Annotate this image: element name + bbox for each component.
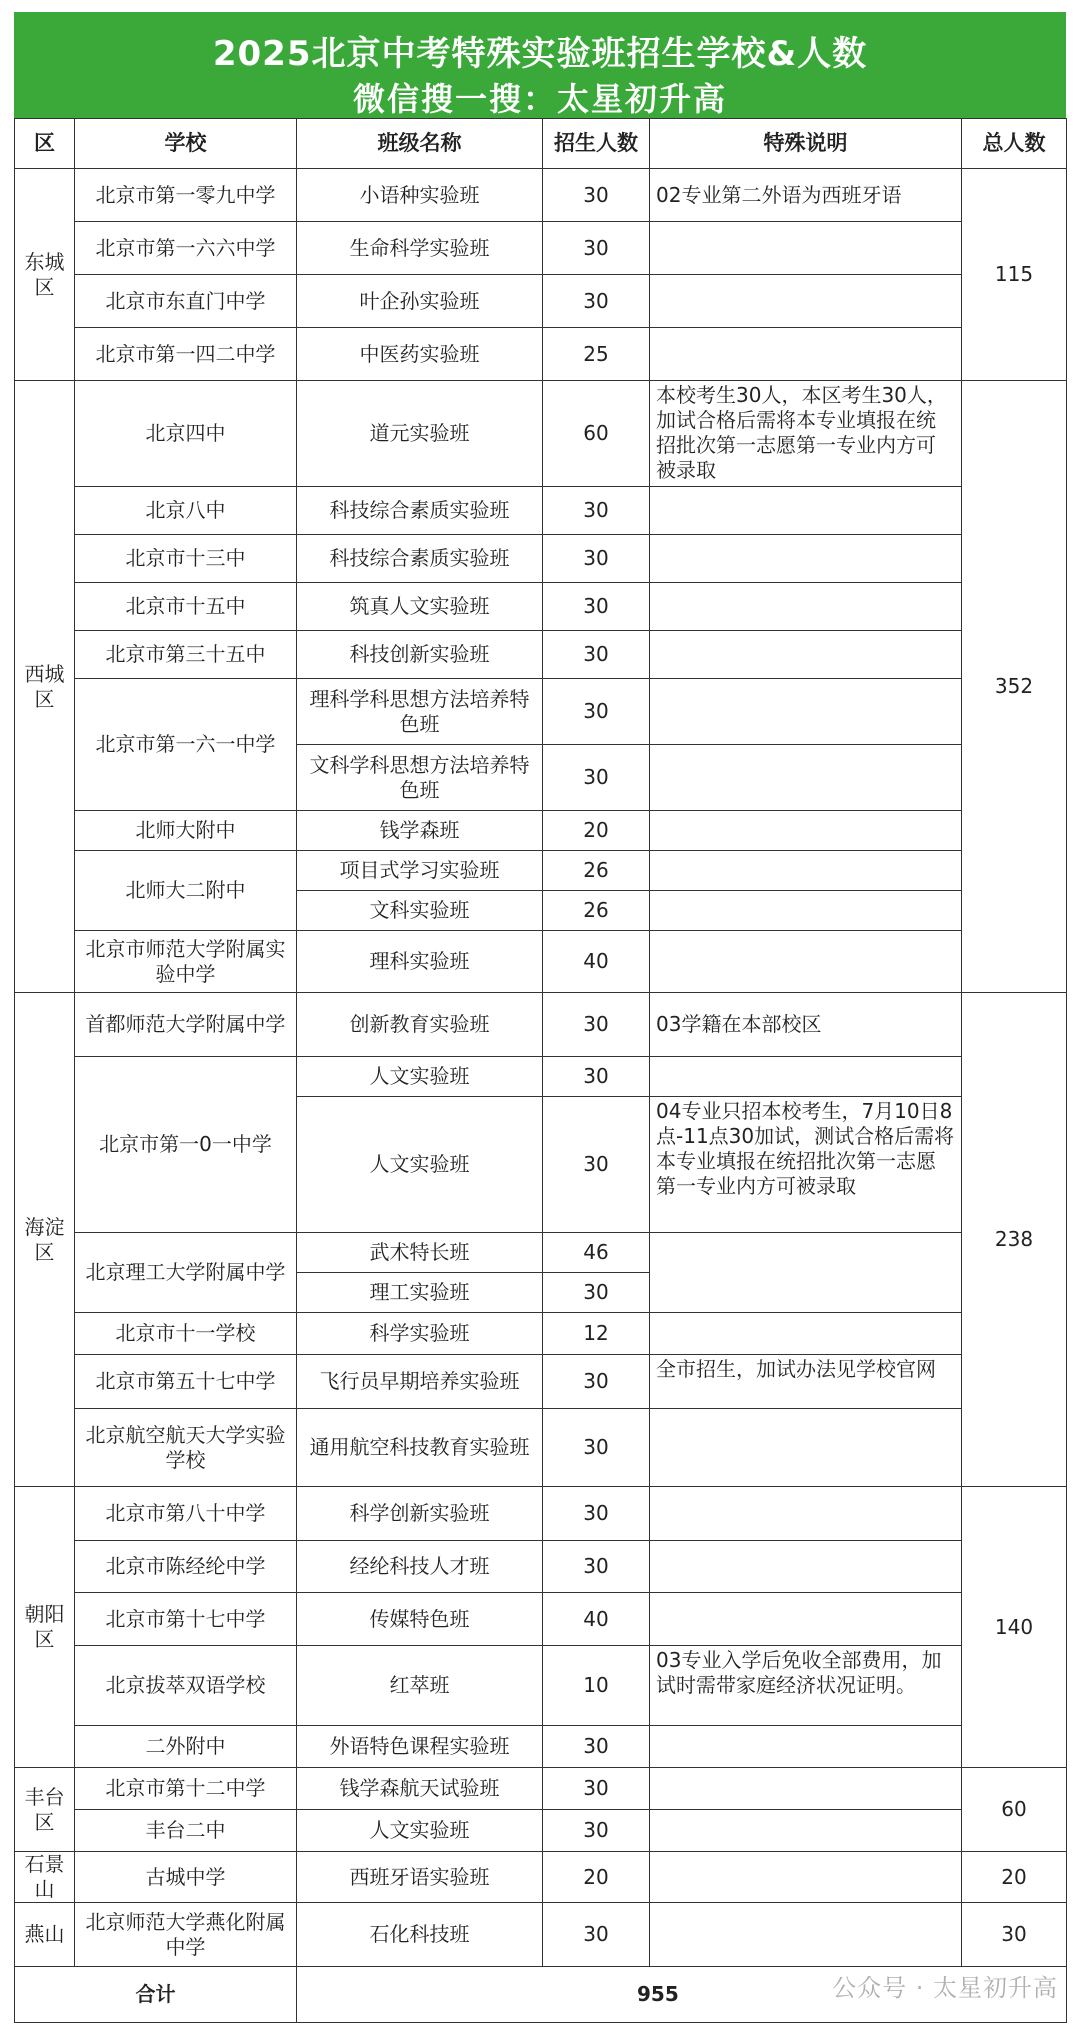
count-cell: 30 [543,745,650,811]
table-row [15,1409,1067,1487]
district-cell: 海淀区 [15,993,75,1487]
table-row [15,1810,1067,1852]
count-cell: 30 [543,679,650,745]
district-cell: 西城区 [15,381,75,993]
count-cell: 30 [543,1057,650,1097]
note-cell [650,1541,962,1593]
note-cell: 03学籍在本部校区 [650,993,962,1057]
header-district: 区 [15,119,75,169]
count-cell: 12 [543,1313,650,1355]
district-cell: 燕山 [15,1903,75,1967]
school-cell: 北京市陈经纶中学 [75,1541,297,1593]
district-cell: 石景山 [15,1852,75,1903]
class-cell: 项目式学习实验班 [297,851,543,891]
school-cell: 北京市第十二中学 [75,1768,297,1810]
school-cell: 北京市第五十七中学 [75,1355,297,1409]
header-total: 总人数 [962,119,1067,169]
class-cell: 石化科技班 [297,1903,543,1967]
district-cell: 朝阳区 [15,1487,75,1768]
class-cell: 人文实验班 [297,1097,543,1233]
school-cell: 北京市十三中 [75,535,297,583]
table-row [15,1313,1067,1355]
school-cell: 北京拔萃双语学校 [75,1646,297,1726]
count-cell: 30 [543,1810,650,1852]
class-cell: 科学实验班 [297,1313,543,1355]
note-cell [650,1726,962,1768]
table-row [15,1355,1067,1409]
note-cell [650,1768,962,1810]
count-cell: 30 [543,275,650,328]
count-cell: 46 [543,1233,650,1273]
district-total-cell: 140 [962,1487,1067,1768]
watermark: 公众号 · 太星初升高 [832,1974,1058,2002]
class-cell: 钱学森航天试验班 [297,1768,543,1810]
table-row [15,381,1067,487]
class-cell: 通用航空科技教育实验班 [297,1409,543,1487]
district-total-cell: 352 [962,381,1067,993]
school-cell: 北京八中 [75,487,297,535]
count-cell: 30 [543,1409,650,1487]
note-cell [650,1313,962,1355]
district-total-cell: 60 [962,1768,1067,1852]
class-cell: 理工实验班 [297,1273,543,1313]
header-class: 班级名称 [297,119,543,169]
table-row [15,222,1067,275]
school-cell: 北京市第三十五中 [75,631,297,679]
footer-label: 合计 [15,1967,297,2023]
note-cell [650,487,962,535]
note-cell [650,745,962,811]
school-cell: 古城中学 [75,1852,297,1903]
note-cell [650,679,962,745]
count-cell: 30 [543,1768,650,1810]
school-cell: 丰台二中 [75,1810,297,1852]
school-cell: 首都师范大学附属中学 [75,993,297,1057]
class-cell: 钱学森班 [297,811,543,851]
district-total-cell: 20 [962,1852,1067,1903]
table-row [15,1593,1067,1646]
school-cell: 北京四中 [75,381,297,487]
note-cell [650,1852,962,1903]
count-cell: 30 [543,1273,650,1313]
class-cell: 中医药实验班 [297,328,543,381]
header-row [15,119,1067,169]
school-cell: 北京市师范大学附属实验中学 [75,931,297,993]
class-cell: 创新教育实验班 [297,993,543,1057]
table-row [15,275,1067,328]
count-cell: 60 [543,381,650,487]
school-cell: 北师大二附中 [75,851,297,931]
table-row [15,1487,1067,1541]
class-cell: 科技综合素质实验班 [297,535,543,583]
school-cell: 北京师范大学燕化附属中学 [75,1903,297,1967]
count-cell: 30 [543,1355,650,1409]
class-cell: 生命科学实验班 [297,222,543,275]
count-cell: 40 [543,1593,650,1646]
count-cell: 25 [543,328,650,381]
class-cell: 文科学科思想方法培养特色班 [297,745,543,811]
count-cell: 30 [543,1487,650,1541]
count-cell: 30 [543,631,650,679]
class-cell: 武术特长班 [297,1233,543,1273]
note-cell [650,631,962,679]
school-cell: 北京市第一0一中学 [75,1057,297,1233]
school-cell: 北京航空航天大学实验学校 [75,1409,297,1487]
table-row [15,679,1067,745]
school-cell: 北京市十五中 [75,583,297,631]
table-row [15,169,1067,222]
title-banner [14,12,1066,118]
note-cell [650,931,962,993]
table-row [15,931,1067,993]
school-cell: 二外附中 [75,1726,297,1768]
count-cell: 26 [543,851,650,891]
note-cell [650,583,962,631]
title-line-2: 微信搜一搜：太星初升高 [352,80,727,118]
count-cell: 30 [543,169,650,222]
note-cell [650,222,962,275]
note-cell: 全市招生，加试办法见学校官网 [650,1355,962,1409]
class-cell: 外语特色课程实验班 [297,1726,543,1768]
table-row [15,1903,1067,1967]
school-cell: 北京市十一学校 [75,1313,297,1355]
class-cell: 红萃班 [297,1646,543,1726]
table-row [15,1057,1067,1097]
note-cell: 02专业第二外语为西班牙语 [650,169,962,222]
district-total-cell: 115 [962,169,1067,381]
class-cell: 经纶科技人才班 [297,1541,543,1593]
class-cell: 筑真人文实验班 [297,583,543,631]
class-cell: 人文实验班 [297,1810,543,1852]
table-row [15,487,1067,535]
school-cell: 北京市第一六六中学 [75,222,297,275]
header-school: 学校 [75,119,297,169]
count-cell: 30 [543,487,650,535]
note-cell [650,328,962,381]
note-cell [650,1810,962,1852]
class-cell: 理科实验班 [297,931,543,993]
class-cell: 科学创新实验班 [297,1487,543,1541]
school-cell: 北京市第一零九中学 [75,169,297,222]
count-cell: 20 [543,811,650,851]
note-cell: 本校考生30人，本区考生30人，加试合格后需将本专业填报在统招批次第一志愿第一专业内方可被录取 [650,381,962,487]
count-cell: 26 [543,891,650,931]
school-cell: 北师大附中 [75,811,297,851]
class-cell: 文科实验班 [297,891,543,931]
note-cell [650,1233,962,1313]
footer-total: 955 [297,1967,1067,2023]
note-cell [650,1487,962,1541]
class-cell: 小语种实验班 [297,169,543,222]
note-cell [650,851,962,891]
note-cell [650,1409,962,1487]
class-cell: 叶企孙实验班 [297,275,543,328]
header-count: 招生人数 [543,119,650,169]
school-cell: 北京市东直门中学 [75,275,297,328]
note-cell [650,1593,962,1646]
table-row [15,1852,1067,1903]
count-cell: 30 [543,1726,650,1768]
table-row [15,1541,1067,1593]
table-row [15,851,1067,891]
class-cell: 科技综合素质实验班 [297,487,543,535]
note-cell [650,1903,962,1967]
count-cell: 10 [543,1646,650,1726]
table-row [15,535,1067,583]
school-cell: 北京市第八十中学 [75,1487,297,1541]
class-cell: 道元实验班 [297,381,543,487]
class-cell: 飞行员早期培养实验班 [297,1355,543,1409]
count-cell: 30 [543,222,650,275]
note-cell: 03专业入学后免收全部费用，加试时需带家庭经济状况证明。 [650,1646,962,1726]
class-cell: 科技创新实验班 [297,631,543,679]
note-cell [650,535,962,583]
table-row [15,583,1067,631]
count-cell: 30 [543,583,650,631]
note-cell: 04专业只招本校考生，7月10日8点-11点30加试，测试合格后需将本专业填报在统招批次第一志愿第一专业内方可被录取 [650,1097,962,1233]
district-total-cell: 30 [962,1903,1067,1967]
school-cell: 北京市第一四二中学 [75,328,297,381]
count-cell: 30 [543,535,650,583]
count-cell: 20 [543,1852,650,1903]
table-row [15,1646,1067,1726]
class-cell: 理科学科思想方法培养特色班 [297,679,543,745]
class-cell: 人文实验班 [297,1057,543,1097]
table-row [15,1233,1067,1273]
count-cell: 30 [543,1541,650,1593]
table-row [15,1768,1067,1810]
note-cell [650,1057,962,1097]
class-cell: 西班牙语实验班 [297,1852,543,1903]
title-line-1: 2025北京中考特殊实验班招生学校&人数 [212,34,868,74]
count-cell: 30 [543,993,650,1057]
note-cell [650,275,962,328]
table-row [15,993,1067,1057]
table-row [15,811,1067,851]
header-note: 特殊说明 [650,119,962,169]
count-cell: 30 [543,1097,650,1233]
count-cell: 40 [543,931,650,993]
count-cell: 30 [543,1903,650,1967]
district-cell: 东城区 [15,169,75,381]
table-row [15,631,1067,679]
district-cell: 丰台区 [15,1768,75,1852]
school-cell: 北京市第一六一中学 [75,679,297,811]
table-row [15,328,1067,381]
enrollment-table [14,118,1067,2023]
district-total-cell: 238 [962,993,1067,1487]
table-row [15,1726,1067,1768]
note-cell [650,891,962,931]
note-cell [650,811,962,851]
class-cell: 传媒特色班 [297,1593,543,1646]
school-cell: 北京市第十七中学 [75,1593,297,1646]
school-cell: 北京理工大学附属中学 [75,1233,297,1313]
